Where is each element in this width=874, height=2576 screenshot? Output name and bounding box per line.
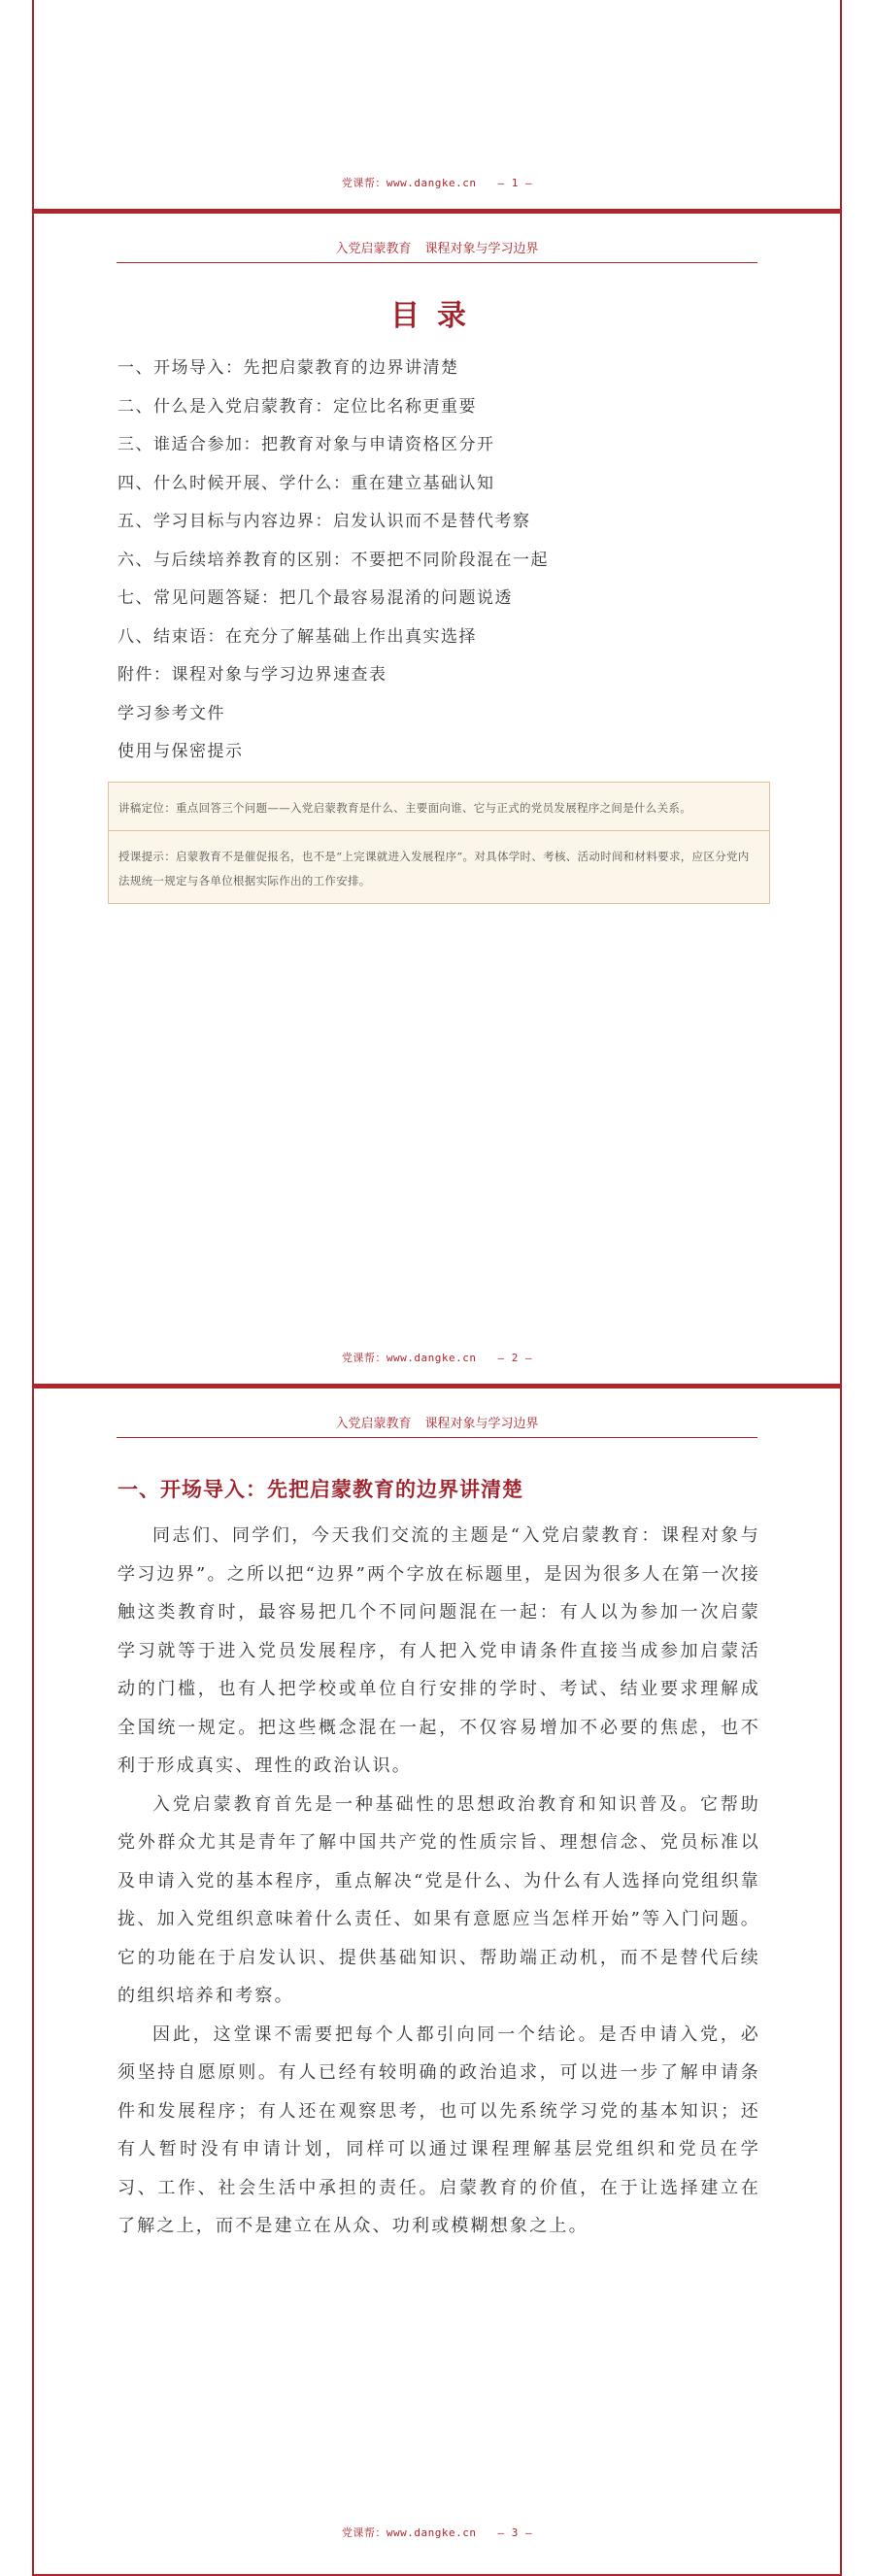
page-3 [32, 1387, 842, 2576]
page-footer [34, 1350, 840, 1365]
page-number: — 1 — [497, 177, 533, 189]
footer-site: 党课帮：www.dangke.cn [341, 1352, 477, 1364]
toc-item: 六、与后续培养教育的区别：不要把不同阶段混在一起 [118, 550, 549, 570]
toc-item: 一、开场导入：先把启蒙教育的边界讲清楚 [118, 358, 459, 378]
toc-item: 四、什么时候开展、学什么：重在建立基础认知 [118, 473, 495, 493]
page-1 [32, 0, 842, 212]
paragraph: 因此，这堂课不需要把每个人都引向同一个结论。是否申请入党，必须坚持自愿原则。有人已经有较明确的政治追求，可以进一步了解申请条件和发展程序；有人还在观察思考，也可以先系统学习党的基本知识；还有人暂时没有申请计划，同样可以通过课程理解基层党组织和党员在学习、工作、社会生活中承担的责任。启蒙教育的价值，在于让选择建立在了解之上，而不是建立在从众、功利或模糊想象之上。 [118, 2024, 760, 2236]
header-topic: 课程对象与学习边界 [424, 242, 539, 256]
teaching-tip-note: 授课提示：启蒙教育不是催促报名，也不是“上完课就进入发展程序”。对具体学时、考核、活动时间和材料要求，应区分党内法规统一规定与各单位根据实际作出的工作安排。 [109, 830, 769, 903]
footer-site: 党课帮：www.dangke.cn [341, 177, 477, 189]
toc-item: 使用与保密提示 [118, 742, 244, 761]
toc-item: 二、什么是入党启蒙教育：定位比名称更重要 [118, 396, 477, 417]
toc-item: 学习参考文件 [118, 703, 225, 723]
page-number: — 2 — [497, 1352, 533, 1364]
page-number: — 3 — [497, 2526, 533, 2539]
toc-title: 目录 [390, 299, 484, 333]
section-body [118, 1517, 760, 2246]
toc-item: 五、学习目标与内容边界：启发认识而不是替代考察 [118, 512, 531, 531]
header-course: 入党启蒙教育 [335, 1417, 412, 1431]
toc-item: 七、常见问题答疑：把几个最容易混淆的问题说透 [118, 588, 513, 608]
paragraph: 入党启蒙教育首先是一种基础性的思想政治教育和知识普及。它帮助党外群众尤其是青年了解中国共产党的性质宗旨、理想信念、党员标准以及申请入党的基本程序，重点解决“党是什么、为什么有人选择向党组织靠拢、加入党组织意味着什么责任、如果有意愿应当怎样开始”等入门问题。它的功能在于启发认识、提供基础知识、帮助端正动机，而不是替代后续的组织培养和考察。 [118, 1793, 760, 2006]
positioning-note: 讲稿定位：重点回答三个问题——入党启蒙教育是什么、主要面向谁、它与正式的党员发展程序之间是什么关系。 [118, 801, 691, 815]
running-header [117, 238, 757, 263]
header-course: 入党启蒙教育 [335, 242, 412, 256]
toc-item: 附件：课程对象与学习边界速查表 [118, 665, 387, 685]
page-footer [34, 2525, 840, 2540]
running-header [117, 1413, 757, 1438]
notes-box [108, 782, 770, 904]
footer-site: 党课帮：www.dangke.cn [341, 2526, 477, 2539]
toc-item: 三、谁适合参加：把教育对象与申请资格区分开 [118, 435, 495, 454]
toc-item: 八、结束语：在充分了解基础上作出真实选择 [118, 626, 477, 647]
toc-list [118, 350, 549, 772]
section-title: 一、开场导入：先把启蒙教育的边界讲清楚 [118, 1478, 523, 1501]
paragraph: 同志们、同学们，今天我们交流的主题是“入党启蒙教育：课程对象与学习边界”。之所以把“边界”两个字放在标题里，是因为很多人在第一次接触这类教育时，最容易把几个不同问题混在一起：有人以为参加一次启蒙学习就等于进入党员发展程序，有人把入党申请条件直接当成参加启蒙活动的门槛，也有人把学校或单位自行安排的学时、考试、结业要求理解成全国统一规定。把这些概念混在一起，不仅容易增加不必要的焦虑，也不利于形成真实、理性的政治认识。 [118, 1525, 760, 1776]
page-2 [32, 212, 842, 1387]
page-footer [34, 175, 840, 190]
header-topic: 课程对象与学习边界 [424, 1417, 539, 1431]
